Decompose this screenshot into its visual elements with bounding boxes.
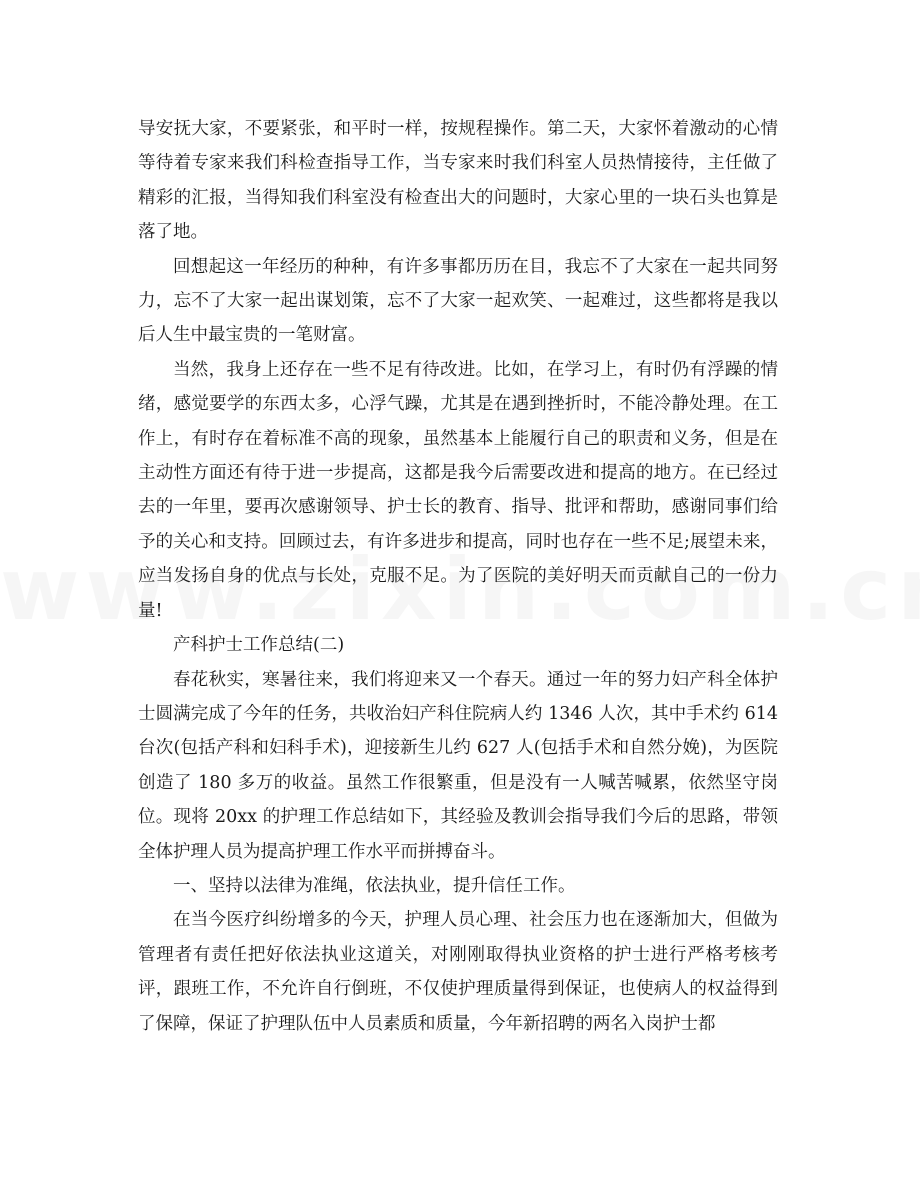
paragraph-legal-practice: 在当今医疗纠纷增多的今天，护理人员心理、社会压力也在逐渐加大，但做为管理者有责任把好依法执业这道关，对刚刚取得执业资格的护士进行严格考核考评，跟班工作，不允许自行倒班，不仅使护理质量得到保证，也使病人的权益得到了保障，保证了护理队伍中人员素质和质量，今年新招聘的两名入岗护士都	[138, 910, 778, 1034]
paragraph-continuation: 导安抚大家，不要紧张，和平时一样，按规程操作。第二天，大家怀着激动的心情等待着专家来我们科检查指导工作，当专家来时我们科室人员热情接待，主任做了精彩的汇报，当得知我们科室没有检查出大的问题时，大家心里的一块石头也算是落了地。	[138, 119, 778, 243]
section-title: 产科护士工作总结(二)	[173, 635, 345, 656]
paragraph-shortcomings: 当然，我身上还存在一些不足有待改进。比如，在学习上，有时仍有浮躁的情绪，感觉要学的东西太多，心浮气躁，尤其是在遇到挫折时，不能冷静处理。在工作上，有时存在着标准不高的现象，虽然基本上能履行自己的职责和义务，但是在主动性方面还有待于进一步提高，这都是我今后需要改进和提高的地方。在已经过去的一年里，要再次感谢领导、护士长的教育、指导、批评和帮助，感谢同事们给予的关心和支持。回顾过去，有许多进步和提高，同时也存在一些不足;展望未来，应当发扬自身的优点与长处，克服不足。为了医院的美好明天而贡献自己的一份力量!	[138, 359, 778, 621]
section-heading-1: 一、坚持以法律为准绳，依法执业，提升信任工作。	[173, 875, 576, 896]
paragraph-summary: 春花秋实，寒暑往来，我们将迎来又一个春天。通过一年的努力妇产科全体护士圆满完成了今年的任务，共收治妇产科住院病人约 1346 人次，其中手术约 614 台次(包括产科和妇科手术)，迎接新生儿约 627 人(包括手术和自然分娩)，为医院创造了 180 多万的收益。虽然工作很繁重，但是没有一人喊苦喊累，依然坚守岗位。现将 20xx 的护理工作总结如下，其经验及教训会指导我们今后的思路，带领全体护理人员为提高护理工作水平而拼搏奋斗。	[138, 669, 778, 862]
paragraph-reflection: 回想起这一年经历的种种，有许多事都历历在目，我忘不了大家在一起共同努力，忘不了大家一起出谋划策，忘不了大家一起欢笑、一起难过，这些都将是我以后人生中最宝贵的一笔财富。	[138, 256, 778, 346]
document-body	[138, 112, 778, 1041]
